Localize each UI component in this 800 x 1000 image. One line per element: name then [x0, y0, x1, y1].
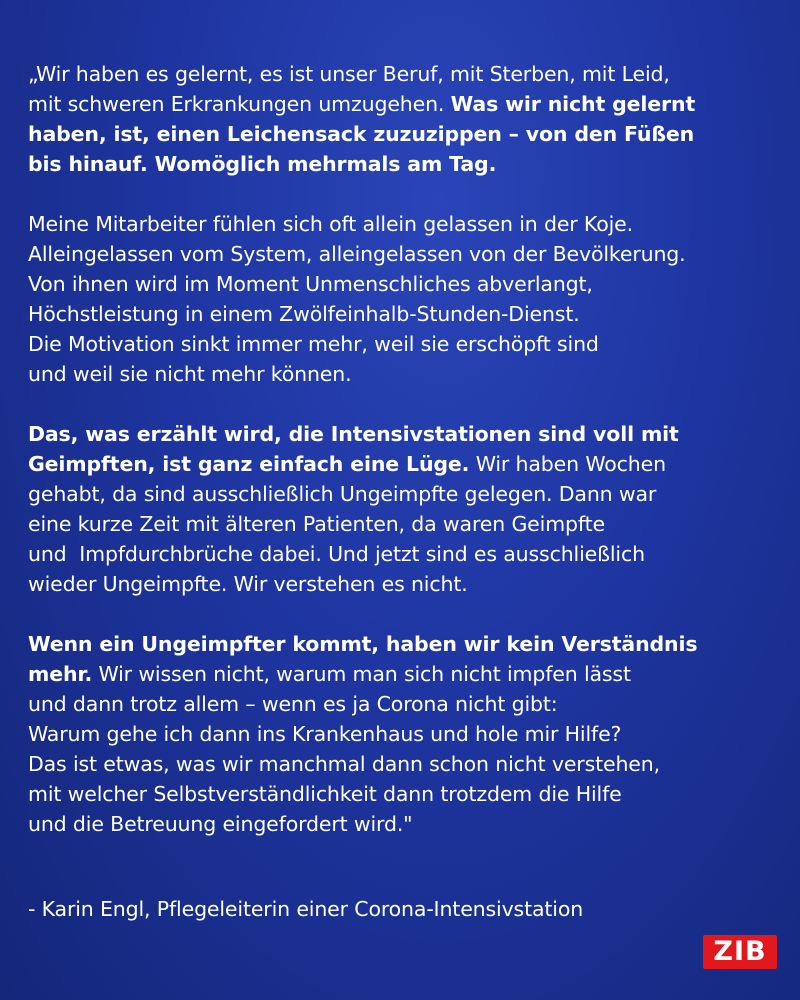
quote-line: Höchstleistung in einem Zwölfeinhalb-Stunden-Dienst.: [28, 302, 580, 326]
quote-line: Meine Mitarbeiter fühlen sich oft allein gelassen in der Koje.: [28, 212, 633, 236]
quote-text-bold: mehr.: [28, 662, 93, 686]
quote-line: mit welcher Selbstverständlichkeit dann trotzdem die Hilfe: [28, 782, 622, 806]
quote-line: „Wir haben es gelernt, es ist unser Beruf, mit Sterben, mit Leid,: [28, 62, 670, 86]
quote-line: und weil sie nicht mehr können.: [28, 362, 352, 386]
quote-text: [28, 59, 788, 869]
quote-line: und die Betreuung eingefordert wird.": [28, 812, 413, 836]
quote-line: und dann trotz allem – wenn es ja Corona nicht gibt:: [28, 692, 558, 716]
quote-line: [28, 629, 788, 659]
zib-logo: ZIB: [703, 935, 777, 969]
quote-line: Das ist etwas, was wir manchmal dann schon nicht verstehen,: [28, 752, 660, 776]
quote-text-bold: Wenn ein Ungeimpfter kommt, haben wir kein Verständnis: [28, 632, 698, 656]
quote-line: und Impfdurchbrüche dabei. Und jetzt sind es ausschließlich: [28, 542, 645, 566]
quote-line: [28, 659, 788, 689]
quote-line: [28, 149, 788, 179]
quote-line: [28, 449, 788, 479]
quote-line: Warum gehe ich dann ins Krankenhaus und hole mir Hilfe?: [28, 722, 622, 746]
quote-paragraph-4: [28, 629, 788, 839]
quote-paragraph-3: [28, 419, 788, 599]
quote-line: wieder Ungeimpfte. Wir verstehen es nicht.: [28, 572, 468, 596]
quote-line: Von ihnen wird im Moment Unmenschliches abverlangt,: [28, 272, 593, 296]
quote-line: Die Motivation sinkt immer mehr, weil sie erschöpft sind: [28, 332, 599, 356]
quote-text-bold: bis hinauf. Womöglich mehrmals am Tag.: [28, 152, 497, 176]
quote-line: gehabt, da sind ausschließlich Ungeimpfte gelegen. Dann war: [28, 482, 657, 506]
quote-line: Alleingelassen vom System, alleingelassen von der Bevölkerung.: [28, 242, 686, 266]
quote-line: [28, 419, 788, 449]
quote-line: [28, 119, 788, 149]
quote-paragraph-1: [28, 59, 788, 179]
quote-text-regular: mit schweren Erkrankungen umzugehen.: [28, 92, 451, 116]
quote-text-bold: Das, was erzählt wird, die Intensivstationen sind voll mit: [28, 422, 679, 446]
quote-attribution: - Karin Engl, Pflegeleiterin einer Corona-Intensivstation: [28, 897, 584, 921]
quote-text-bold: haben, ist, einen Leichensack zuzuzippen – von den Füßen: [28, 122, 695, 146]
quote-text-regular: Wir haben Wochen: [469, 452, 666, 476]
quote-text-regular: Wir wissen nicht, warum man sich nicht impfen lässt: [92, 662, 631, 686]
quote-paragraph-2: [28, 209, 788, 389]
quote-line: [28, 89, 788, 119]
quote-text-bold: Geimpften, ist ganz einfach eine Lüge.: [28, 452, 470, 476]
quote-text-bold: Was wir nicht gelernt: [450, 92, 696, 116]
quote-line: eine kurze Zeit mit älteren Patienten, da waren Geimpfte: [28, 512, 605, 536]
